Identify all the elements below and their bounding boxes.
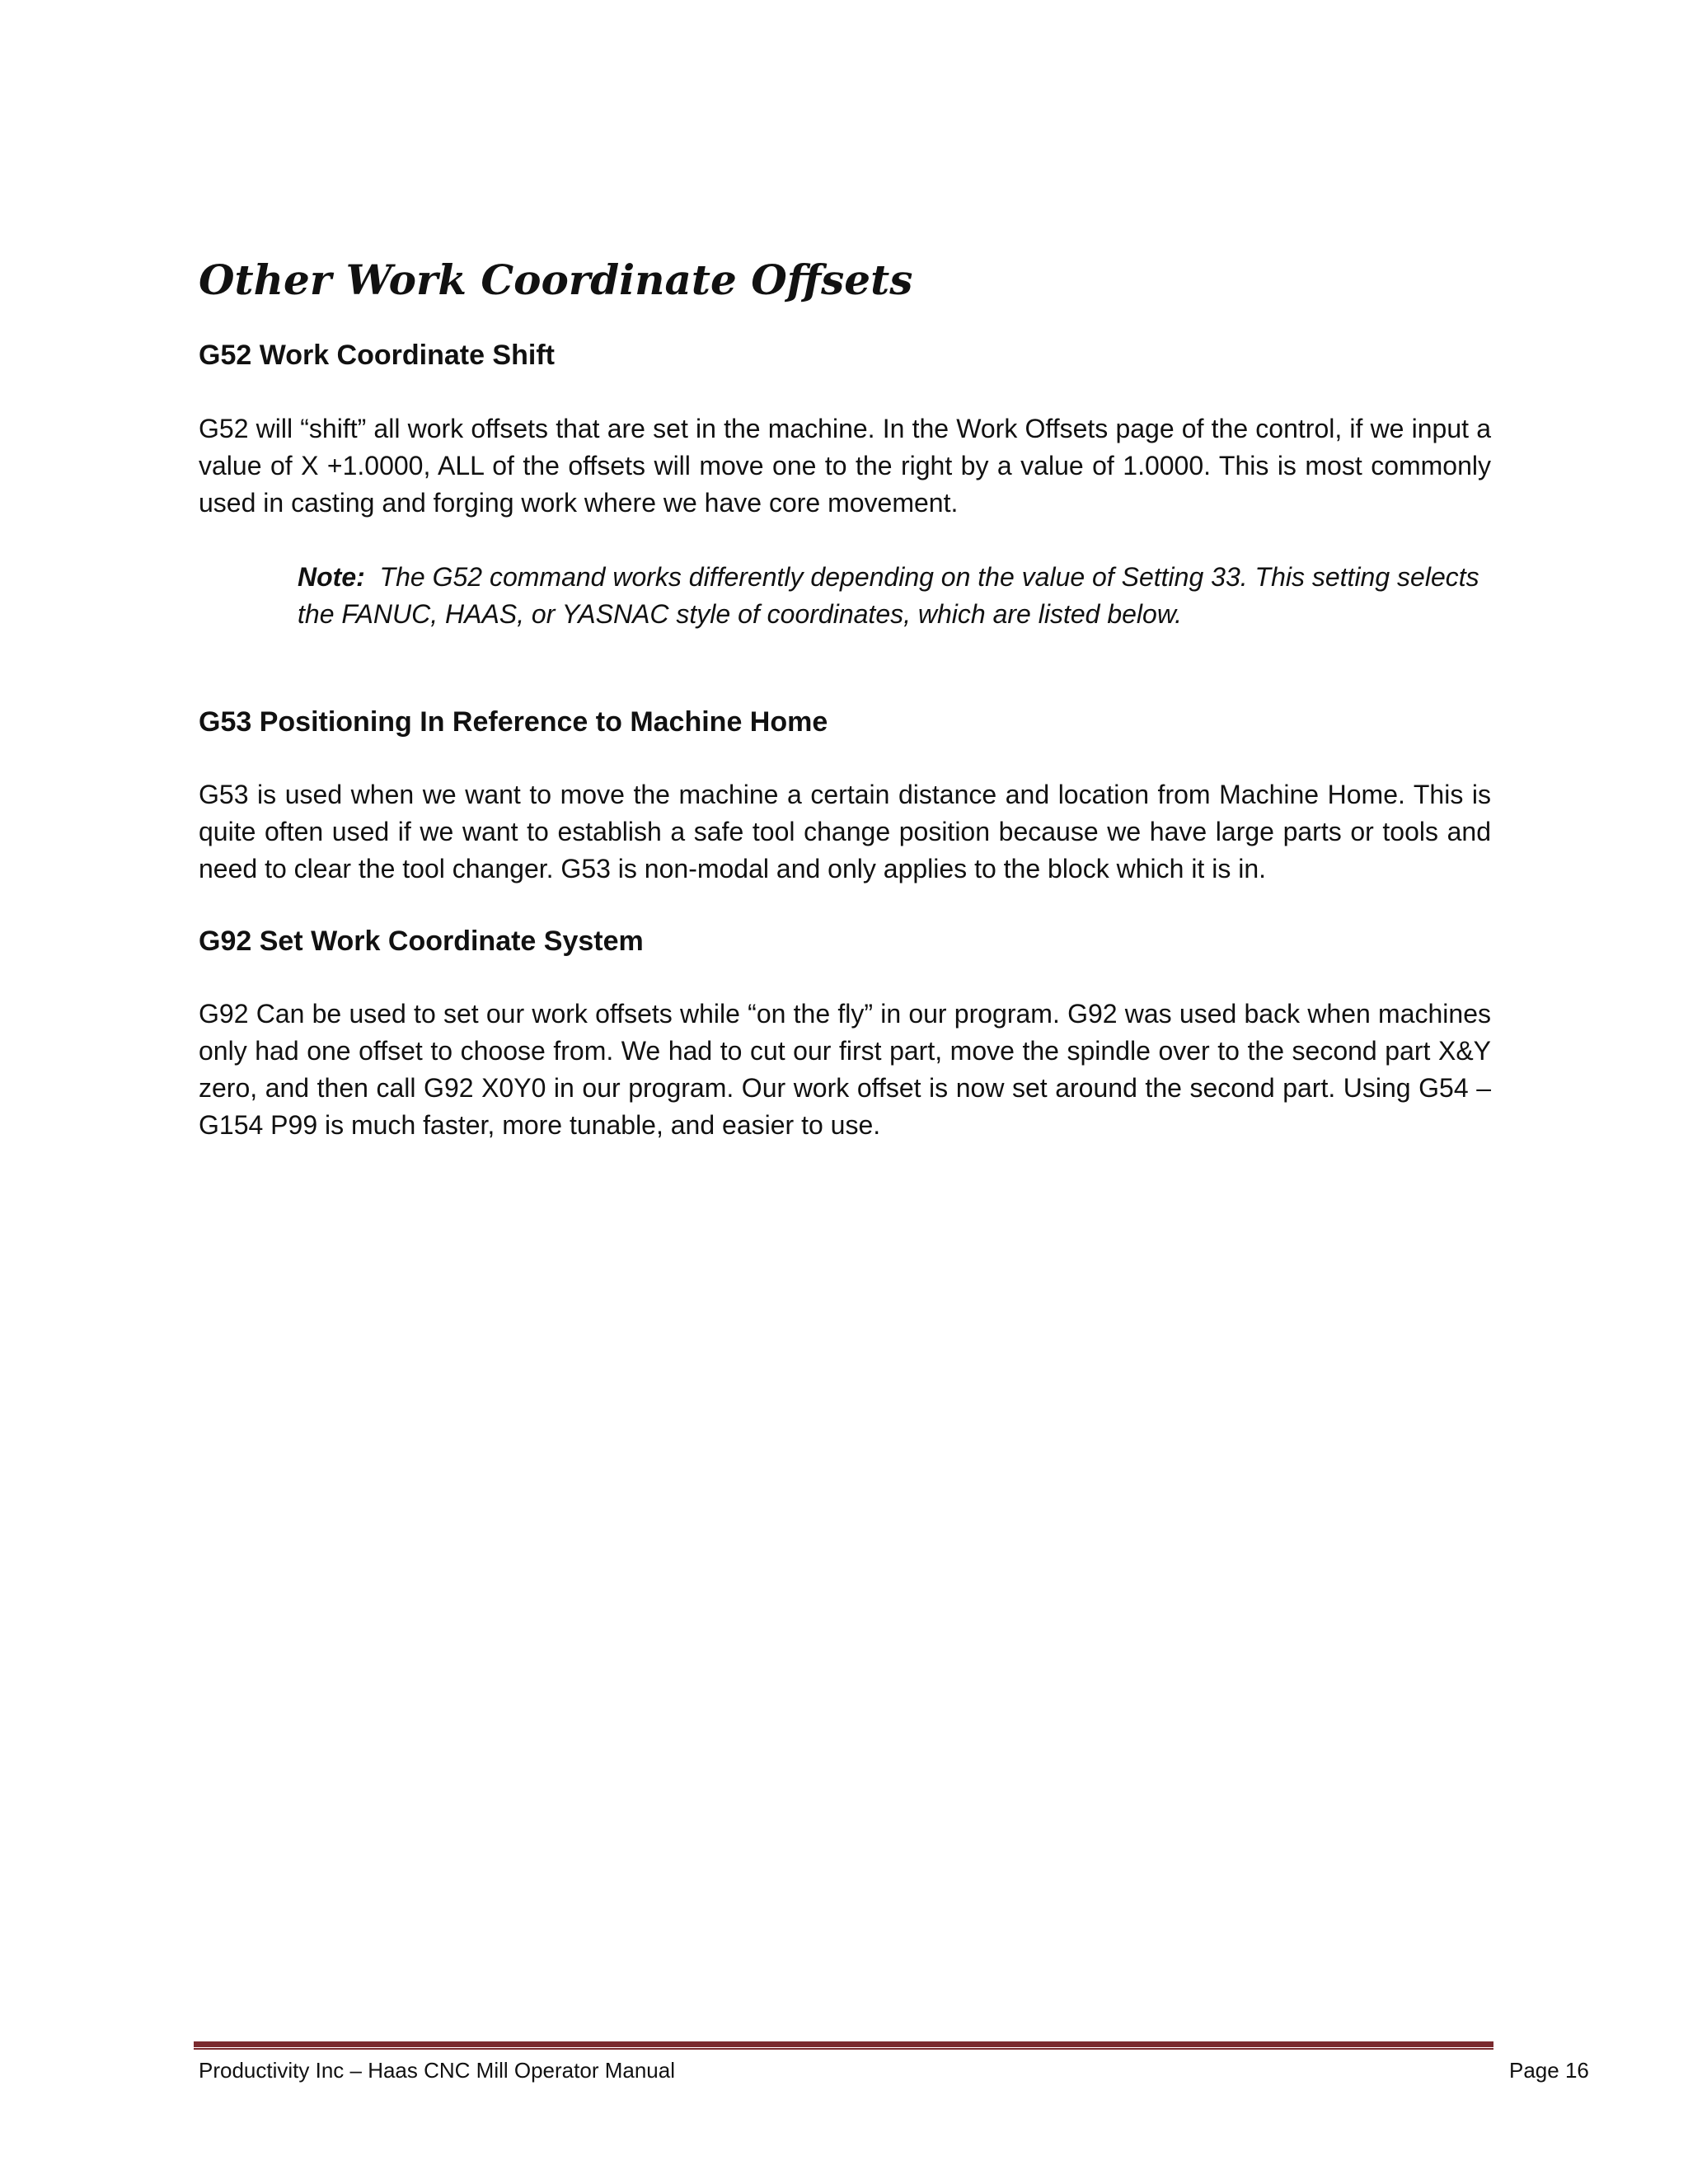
page-title: Other Work Coordinate Offsets [199, 255, 913, 304]
section-heading-g53: G53 Positioning In Reference to Machine Home [199, 706, 828, 738]
page-content [199, 251, 1491, 1144]
footer-manual-title: Productivity Inc – Haas CNC Mill Operator Manual [199, 2058, 675, 2083]
section-heading-g92: G92 Set Work Coordinate System [199, 926, 644, 957]
note-text: The G52 command works differently depending on the value of Setting 33. This setting selects the FANUC, HAAS, or YASNAC style of coordinates, which are listed below. [298, 562, 1479, 629]
footer-rule [194, 2041, 1493, 2050]
section-body-g53: G53 is used when we want to move the machine a certain distance and location from Machine Home. This is quite often used if we want to establish a safe tool change position because we have large parts or tools and need to clear the tool changer. G53 is non-modal and only applies to the block which it is in. [199, 780, 1491, 883]
note-g52 [298, 559, 1491, 633]
footer-page-number: Page 16 [1509, 2058, 1589, 2083]
section-body-g52: G52 will “shift” all work offsets that are set in the machine. In the Work Offsets page of the control, if we input a value of X +1.0000, ALL of the offsets will move one to the right by a value of 1.0000. This is most commonly used in casting and forging work where we have core movement. [199, 414, 1491, 518]
section-body-g92: G92 Can be used to set our work offsets while “on the fly” in our program. G92 was used back when machines only had one offset to choose from. We had to cut our first part, move the spindle over to the second part X&Y zero, and then call G92 X0Y0 in our program. Our work offset is now set around the second part. Using G54 – G154 P99 is much faster, more tunable, and easier to use. [199, 999, 1491, 1140]
section-heading-g52: G52 Work Coordinate Shift [199, 340, 555, 371]
note-label: Note: [298, 562, 365, 592]
